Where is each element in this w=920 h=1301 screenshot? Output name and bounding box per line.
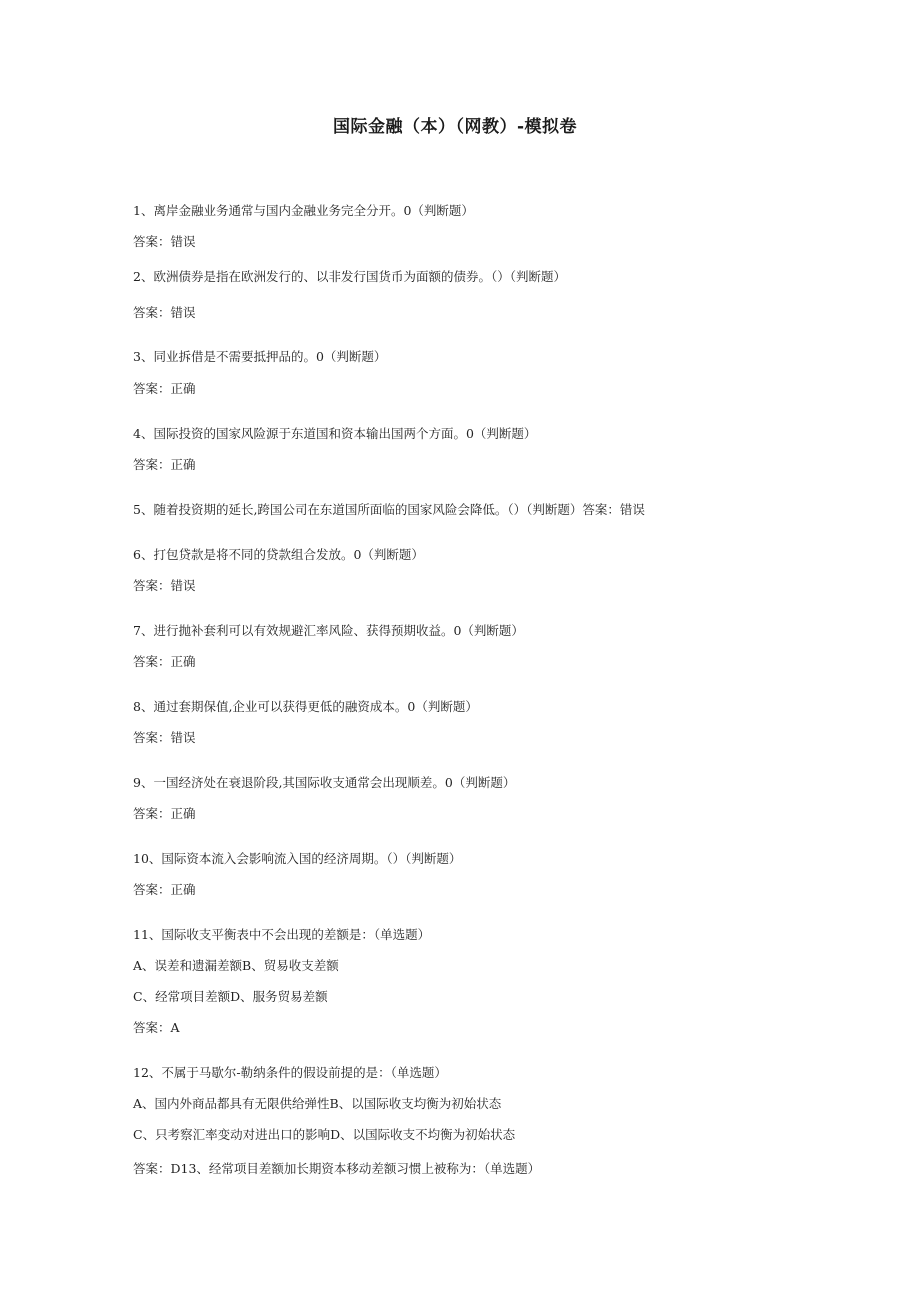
answer-4: 答案：正确 [133,457,196,472]
options-12-cd: C、只考察汇率变动对进出口的影响D、以国际收支不均衡为初始状态 [133,1127,516,1142]
question-10: 10、国际资本流入会影响流入国的经济周期。（）（判断题） [133,851,462,866]
answer-7: 答案：正确 [133,654,196,669]
question-3: 3、同业拆借是不需要抵押品的。0（判断题） [133,349,387,364]
question-7: 7、进行抛补套利可以有效规避汇率风险、获得预期收益。0（判断题） [133,623,524,638]
answer-1: 答案：错误 [133,234,196,249]
options-11-cd: C、经常项目差额D、服务贸易差额 [133,989,328,1004]
question-6: 6、打包贷款是将不同的贷款组合发放。0（判断题） [133,547,424,562]
answer-9: 答案：正确 [133,806,196,821]
answer-10: 答案：正确 [133,882,196,897]
answer-6: 答案：错误 [133,578,196,593]
options-11-ab: A、误差和遗漏差额B、贸易收支差额 [133,958,339,973]
question-12: 12、不属于马歇尔-勒纳条件的假设前提的是：（单选题） [133,1065,447,1080]
question-1: 1、离岸金融业务通常与国内金融业务完全分开。0（判断题） [133,203,474,218]
answer-8: 答案：错误 [133,730,196,745]
answer-2: 答案：错误 [133,305,196,320]
answer-3: 答案：正确 [133,381,196,396]
question-4: 4、国际投资的国家风险源于东道国和资本输出国两个方面。0（判断题） [133,426,537,441]
question-9: 9、一国经济处在衰退阶段,其国际收支通常会出现顺差。0（判断题） [133,775,516,790]
question-8: 8、通过套期保值,企业可以获得更低的融资成本。0（判断题） [133,699,478,714]
question-2: 2、欧洲债券是指在欧洲发行的、以非发行国货币为面额的债券。（）（判断题） [133,269,566,284]
question-5: 5、随着投资期的延长,跨国公司在东道国所面临的国家风险会降低。（）（判断题）答案：错误 [133,502,645,517]
answer-12-question-13: 答案：D13、经常项目差额加长期资本移动差额习惯上被称为：（单选题） [133,1161,541,1176]
page-title: 国际金融（本）（网教）-模拟卷 [332,117,578,137]
options-12-ab: A、国内外商品都具有无限供给弹性B、以国际收支均衡为初始状态 [133,1096,502,1111]
question-11: 11、国际收支平衡表中不会出现的差额是：（单选题） [133,927,431,942]
answer-11: 答案：A [133,1020,180,1035]
